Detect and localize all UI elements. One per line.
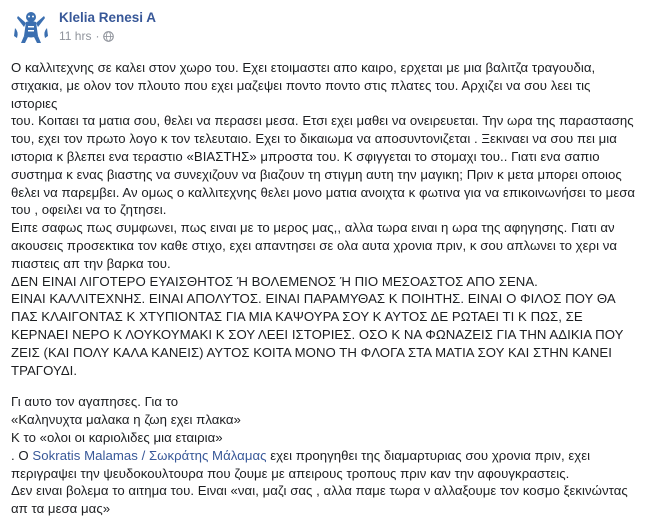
text-line: ΔΕΝ ΕΙΝΑΙ ΛΙΓΟΤΕΡΟ ΕΥΑΙΣΘΗΤΟΣ Ή ΒΟΛΕΜΕΝΟΣ Ή ΠΙΟ ΜΕΣΟΑΣΤΟΣ ΑΠΟ ΣΕΝΑ. bbox=[11, 273, 538, 289]
mention-suffix: εχει προηγηθει της διαμαρτυριας σου χρονια πριν, εχει bbox=[266, 447, 591, 463]
post-paragraph-2 bbox=[11, 393, 640, 518]
mention-prefix: . Ο bbox=[11, 447, 33, 463]
post-body bbox=[11, 59, 640, 518]
text-line: του, εχει τον πρωτο λογο κ τον τελευταιο. Εχει το δικαιωμα να αποσυντονιζεται . Ξεκιναει να σου πει μια bbox=[11, 131, 617, 147]
text-line: ΚΕΡΝΑΕΙ ΝΕΡΟ Κ ΛΟΥΚΟΥΜΑΚΙ Κ ΣΟΥ ΛΕΕΙ ΙΣΤΟΡΙΕΣ. ΟΣΟ Κ ΝΑ ΦΩΝΑΖΕΙΣ ΓΙΑ ΤΗΝ ΑΔΙΚΙΑ ΠΟΥ bbox=[11, 326, 624, 342]
paragraph-gap bbox=[11, 379, 640, 393]
text-line: Δεν ειναι βολεμα το αιτημα του. Ειναι «ναι, μαζι σας , αλλα παμε τωρα ν αλλαξουμε τον κοσμο ξεκινώντας bbox=[11, 483, 628, 499]
author-avatar[interactable] bbox=[11, 6, 51, 46]
text-line: ακουσεις προσεκτικα τον καθε στιχο, εχει απαντησει σε ολα αυτα χρονια πριν, κ σου απλωνει το χερι να bbox=[11, 237, 618, 253]
text-line: περιγραψει την ψευδοκουλτουρα που ζουμε με απειρους τροπους πριν καν την αφουγκραστεις. bbox=[11, 465, 570, 481]
author-name-link[interactable]: Klelia Renesi A bbox=[59, 10, 157, 25]
text-line: ΕΙΝΑΙ ΚΑΛΛΙΤΕΧΝΗΣ. ΕΙΝΑΙ ΑΠΟΛΥΤΟΣ. ΕΙΝΑΙ ΠΑΡΑΜΥΘΑΣ Κ ΠΟΙΗΤΗΣ. ΕΙΝΑΙ Ο ΦΙΛΟΣ ΠΟΥ ΘΑ bbox=[11, 291, 616, 307]
post-header bbox=[11, 6, 640, 54]
globe-icon[interactable] bbox=[103, 31, 114, 42]
text-line: «Καληνυχτα μαλακα η ζωη εχει πλακα» bbox=[11, 412, 241, 428]
post-paragraph-1 bbox=[11, 59, 640, 379]
text-line: Κ το «ολοι οι καριολιδες μια εταιρια» bbox=[11, 429, 223, 445]
meta-separator: · bbox=[95, 29, 100, 43]
text-line: ΖΕΙΣ (ΚΑΙ ΠΟΛΥ ΚΑΛΑ ΚΑΝΕΙΣ) ΑΥΤΟΣ ΚΟΙΤΑ ΜΟΝΟ ΤΗ ΦΛΟΓΑ ΣΤΑ ΜΑΤΙΑ ΣΟΥ ΚΑΙ ΣΤΗΝ ΚΑΝΕΙ bbox=[11, 344, 612, 360]
text-line: Ειπε σαφως πως συμφωνει, πως ειναι με το μερος μας,, αλλα τωρα ειναι η ωρα της αφηγησης. Γιατι αν bbox=[11, 220, 615, 236]
text-line: Γι αυτο τον αγαπησες. Για το bbox=[11, 394, 179, 410]
sokratis-malamas-mention-link[interactable]: Sokratis Malamas / Σωκράτης Μάλαμας bbox=[32, 447, 267, 463]
text-line: συστημα κ ενας βιαστης να συνεχιζουν να βιαζουν τη στιγμη αυτη την μαγικη; Πριν κ μετα μπορει οποιος bbox=[11, 166, 622, 182]
mention-line bbox=[11, 447, 640, 465]
text-line: ΠΑΣ ΚΛΑΙΓΟΝΤΑΣ Κ ΧΤΥΠΙΟΝΤΑΣ ΓΙΑ ΜΙΑ ΚΑΨΟΥΡΑ ΣΟΥ Κ ΑΥΤΟΣ ΔΕ ΡΩΤΑΕΙ ΤΙ Κ ΠΩΣ, ΣΕ bbox=[11, 309, 583, 325]
text-line: στιχακια, με ολον τον πλουτο που εχει μαζεψει ποντο ποντο στις πλατες του. Αρχιζει να σου λεει τις ιστοριες bbox=[11, 77, 591, 111]
text-line: πιαστεις απ την βαρκα του. bbox=[11, 255, 171, 271]
header-text bbox=[59, 6, 156, 43]
text-line: θελει να παρεμβει. Αν ομως ο καλλιτεχνης θελει μονο ματια ανοιχτα κ φωτινα για να επικοινωνήσει το μεσα bbox=[11, 184, 636, 200]
text-line: απ τα μεσα μας» bbox=[11, 501, 111, 517]
post-timestamp[interactable]: 11 hrs bbox=[59, 29, 92, 43]
text-line: ιστορια κ βλεπει ενα τεραστιο «ΒΙΑΣΤΗΣ» μπροστα του. Κ σφιγγεται το στομαχι του.. Γιατι ενα σαπιο bbox=[11, 148, 600, 164]
text-line: του , οφειλει να το ζητησει. bbox=[11, 202, 167, 218]
avatar-blue-figure-icon bbox=[11, 6, 51, 46]
text-line: Ο καλλιτεχνης σε καλει στον χωρο του. Εχει ετοιμαστει απο καιρο, ερχεται με μια βαλιτζα τραγουδια, bbox=[11, 60, 596, 75]
post-meta bbox=[59, 29, 156, 43]
text-line: του. Κοιταει τα ματια σου, θελει να περασει μεσα. Ετσι εχει μαθει να ονειρευεται. Την ωρα της παραστασης bbox=[11, 113, 634, 129]
text-line: ΤΡΑΓΟΥΔΙ. bbox=[11, 362, 78, 378]
